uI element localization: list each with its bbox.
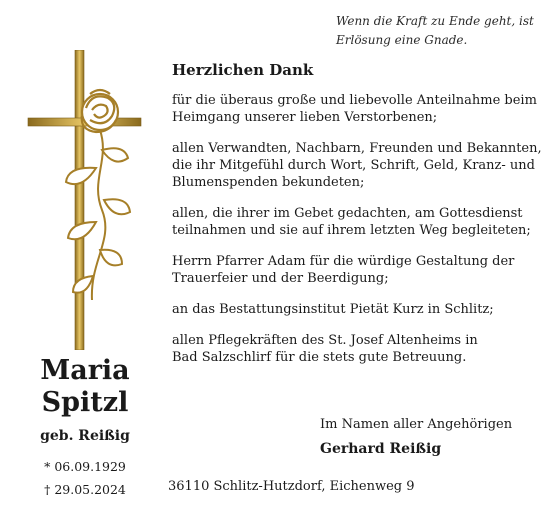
text-line: Heimgang unserer lieben Verstorbenen; (172, 110, 438, 125)
birth-date: * 06.09.1929 (44, 459, 126, 474)
on-behalf-text: Im Namen aller Angehörigen (320, 417, 513, 432)
quote-line-1: Wenn die Kraft zu Ende geht, ist (336, 14, 534, 28)
text-line: an das Bestattungsinstitut Pietät Kurz in Schlitz; (172, 302, 494, 317)
thanks-paragraph (172, 92, 537, 126)
thanks-paragraph (172, 332, 532, 366)
text-line: allen, die ihrer im Gebet gedachten, am Gottesdienst (172, 206, 523, 221)
deceased-first-name: Maria (40, 355, 130, 386)
quote (336, 12, 546, 50)
text-line: allen Verwandten, Nachbarn, Freunden und Bekannten, (172, 141, 542, 156)
thanks-heading: Herzlichen Dank (172, 61, 314, 79)
text-line: für die überaus große und liebevolle Anteilnahme beim (172, 93, 537, 108)
text-line: Blumenspenden bekundeten; (172, 175, 365, 190)
address: 36110 Schlitz-Hutzdorf, Eichenweg 9 (168, 479, 415, 494)
text-line: Herrn Pfarrer Adam für die würdige Gestaltung der (172, 254, 515, 269)
text-line: Trauerfeier und der Beerdigung; (172, 271, 389, 286)
signer-name: Gerhard Reißig (320, 441, 442, 457)
text-line: allen Pflegekräften des St. Josef Altenheims in (172, 333, 478, 348)
text-line: Bad Salzschlirf für die stets gute Betreuung. (172, 350, 467, 365)
thanks-paragraph (172, 140, 542, 191)
thanks-paragraph (172, 205, 532, 239)
text-line: die ihr Mitgefühl durch Wort, Schrift, Geld, Kranz- und (172, 158, 535, 173)
thanks-text (172, 60, 542, 380)
death-date: † 29.05.2024 (44, 482, 126, 497)
deceased-name (10, 355, 160, 419)
deceased-last-name: Spitzl (41, 387, 129, 418)
cross-with-rose-icon (20, 50, 150, 350)
quote-line-2: Erlösung eine Gnade. (336, 33, 468, 47)
thanks-paragraph (172, 253, 532, 287)
birth-name: geb. Reißig (40, 428, 130, 444)
thanks-paragraph (172, 301, 532, 318)
text-line: teilnahmen und sie auf ihrem letzten Weg begleiteten; (172, 223, 531, 238)
